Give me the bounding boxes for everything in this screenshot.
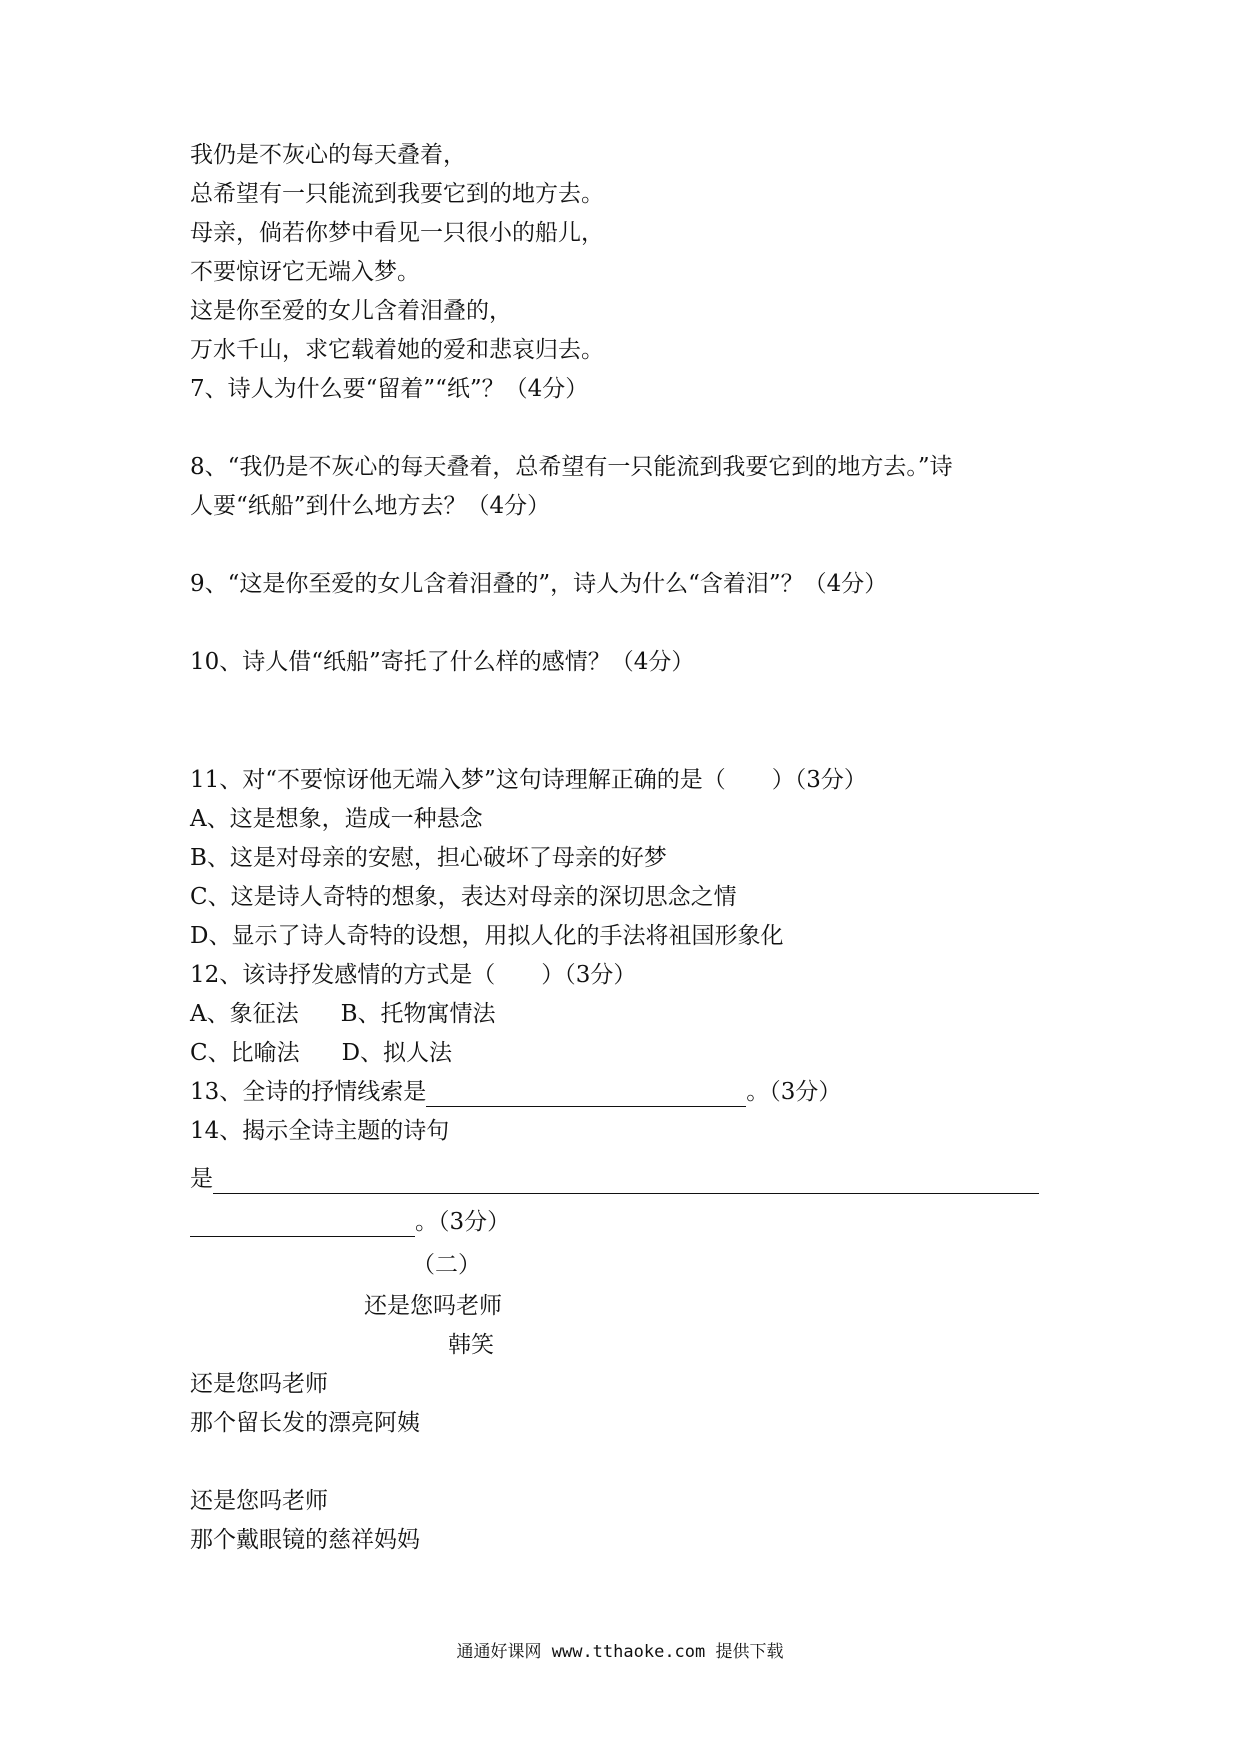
q12-options-row2 bbox=[190, 1038, 452, 1068]
question-10: 10、诗人借“纸船”寄托了什么样的感情？（4分） bbox=[190, 649, 695, 675]
poem-line: 不要惊讶它无端入梦。 bbox=[190, 259, 420, 285]
question-11: 11、对“不要惊讶他无端入梦”这句诗理解正确的是（ ）（3分） bbox=[190, 767, 867, 793]
q12-option-a: A、象征法 bbox=[190, 1001, 299, 1027]
poem-author: 韩笑 bbox=[448, 1332, 494, 1358]
question-14-line1: 14、揭示全诗主题的诗句 bbox=[190, 1118, 450, 1144]
question-8-line1: 8、“我仍是不灰心的每天叠着，总希望有一只能流到我要它到的地方去。”诗 bbox=[190, 454, 953, 480]
q11-option-b: B、这是对母亲的安慰，担心破坏了母亲的好梦 bbox=[190, 845, 667, 871]
q12-option-b: B、托物寓情法 bbox=[340, 1001, 496, 1027]
q13-prefix: 13、全诗的抒情线索是 bbox=[190, 1079, 427, 1105]
q12-option-d: D、拟人法 bbox=[341, 1040, 453, 1066]
question-13 bbox=[190, 1077, 841, 1107]
q14-prefix: 是 bbox=[190, 1166, 213, 1192]
poem-line: 母亲，倘若你梦中看见一只很小的船儿， bbox=[190, 220, 604, 246]
q14-answer-blank-2[interactable] bbox=[190, 1214, 415, 1237]
section-number: （二） bbox=[412, 1252, 481, 1278]
q11-option-c: C、这是诗人奇特的想象，表达对母亲的深切思念之情 bbox=[190, 884, 737, 910]
question-7: 7、诗人为什么要“留着”“纸”？（4分） bbox=[190, 376, 589, 402]
poem-line: 我仍是不灰心的每天叠着， bbox=[190, 142, 466, 168]
poem2-line: 那个戴眼镜的慈祥妈妈 bbox=[190, 1527, 420, 1553]
q13-answer-blank[interactable] bbox=[426, 1084, 746, 1107]
poem-line: 万水千山，求它载着她的爱和悲哀归去。 bbox=[190, 337, 604, 363]
poem-line: 这是你至爱的女儿含着泪叠的， bbox=[190, 298, 512, 324]
question-14-line3 bbox=[190, 1207, 510, 1237]
q14-suffix: 。（3分） bbox=[415, 1209, 511, 1235]
question-12: 12、该诗抒发感情的方式是（ ）（3分） bbox=[190, 962, 637, 988]
poem2-line: 还是您吗老师 bbox=[190, 1371, 328, 1397]
q14-answer-blank-1[interactable] bbox=[213, 1171, 1039, 1194]
question-9: 9、“这是你至爱的女儿含着泪叠的”，诗人为什么“含着泪”？（4分） bbox=[190, 571, 888, 597]
q12-options-row1 bbox=[190, 999, 496, 1029]
question-14-line2 bbox=[190, 1164, 1039, 1194]
poem-line: 总希望有一只能流到我要它到的地方去。 bbox=[190, 181, 604, 207]
poem2-line: 还是您吗老师 bbox=[190, 1488, 328, 1514]
q13-suffix: 。（3分） bbox=[746, 1079, 842, 1105]
poem-title: 还是您吗老师 bbox=[364, 1293, 502, 1319]
q12-option-c: C、比喻法 bbox=[190, 1040, 300, 1066]
poem2-line: 那个留长发的漂亮阿姨 bbox=[190, 1410, 420, 1436]
q11-option-a: A、这是想象，造成一种悬念 bbox=[190, 806, 483, 832]
footer-text: 通通好课网 www.tthaoke.com 提供下载 bbox=[456, 1642, 784, 1662]
q11-option-d: D、显示了诗人奇特的设想，用拟人化的手法将祖国形象化 bbox=[190, 923, 784, 949]
question-8-line2: 人要“纸船”到什么地方去？（4分） bbox=[190, 493, 551, 519]
